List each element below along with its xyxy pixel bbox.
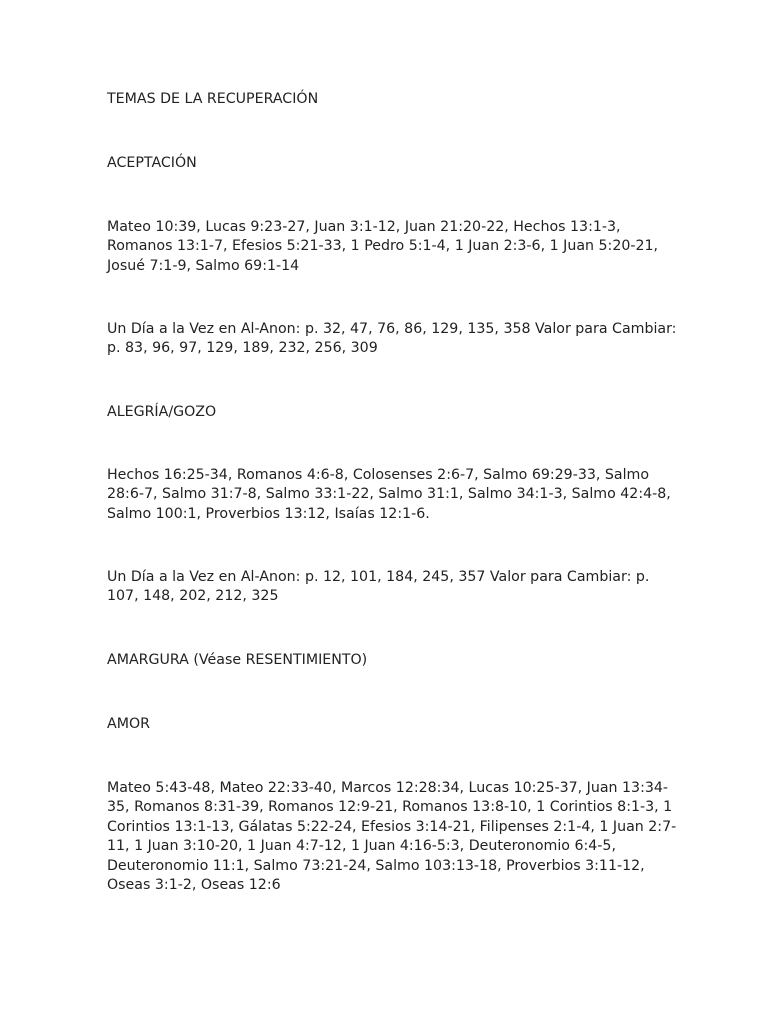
reference-line: Josué 7:1-9, Salmo 69:1-14 — [107, 257, 300, 274]
section-heading-amor: AMOR — [107, 716, 150, 732]
reference-line: 11, 1 Juan 3:10-20, 1 Juan 4:7-12, 1 Juan 4:16-5:3, Deuteronomio 6:4-5, — [107, 838, 616, 855]
scripture-references-amor — [107, 779, 677, 895]
reference-line: Deuteronomio 11:1, Salmo 73:21-24, Salmo 103:13-18, Proverbios 3:11-12, — [107, 857, 645, 874]
section-heading-alegria-gozo: ALEGRÍA/GOZO — [107, 404, 217, 420]
reference-line: Romanos 13:1-7, Efesios 5:21-33, 1 Pedro 5:1-4, 1 Juan 2:3-6, 1 Juan 5:20-21, — [107, 238, 659, 255]
reference-line: Corintios 13:1-13, Gálatas 5:22-24, Efesios 3:14-21, Filipenses 2:1-4, 1 Juan 2:7- — [107, 818, 677, 835]
scripture-references-aceptacion — [107, 218, 677, 276]
reference-line: Salmo 100:1, Proverbios 13:12, Isaías 12:1-6. — [107, 505, 430, 522]
reference-line: Mateo 5:43-48, Mateo 22:33-40, Marcos 12:28:34, Lucas 10:25-37, Juan 13:34- — [107, 780, 669, 796]
reading-references-aceptacion — [107, 320, 677, 359]
reference-line: p. 83, 96, 97, 129, 189, 232, 256, 309 — [107, 340, 378, 357]
reference-line: Un Día a la Vez en Al-Anon: p. 12, 101, 184, 245, 357 Valor para Cambiar: p. — [107, 569, 650, 585]
section-heading-aceptacion: ACEPTACIÓN — [107, 155, 197, 171]
section-heading-amargura: AMARGURA (Véase RESENTIMIENTO) — [107, 652, 368, 668]
reference-line: Un Día a la Vez en Al-Anon: p. 32, 47, 76, 86, 129, 135, 358 Valor para Cambiar: — [107, 321, 677, 337]
reference-line: 107, 148, 202, 212, 325 — [107, 588, 279, 605]
scripture-references-alegria-gozo — [107, 466, 677, 524]
reference-line: 35, Romanos 8:31-39, Romanos 12:9-21, Romanos 13:8-10, 1 Corintios 8:1-3, 1 — [107, 799, 673, 816]
document-title: TEMAS DE LA RECUPERACIÓN — [107, 91, 319, 107]
reading-references-alegria-gozo — [107, 568, 677, 607]
reference-line: Oseas 3:1-2, Oseas 12:6 — [107, 877, 281, 894]
reference-line: Hechos 16:25-34, Romanos 4:6-8, Colosenses 2:6-7, Salmo 69:29-33, Salmo — [107, 467, 650, 483]
reference-line: 28:6-7, Salmo 31:7-8, Salmo 33:1-22, Salmo 31:1, Salmo 34:1-3, Salmo 42:4-8, — [107, 486, 671, 503]
reference-line: Mateo 10:39, Lucas 9:23-27, Juan 3:1-12, Juan 21:20-22, Hechos 13:1-3, — [107, 219, 621, 235]
